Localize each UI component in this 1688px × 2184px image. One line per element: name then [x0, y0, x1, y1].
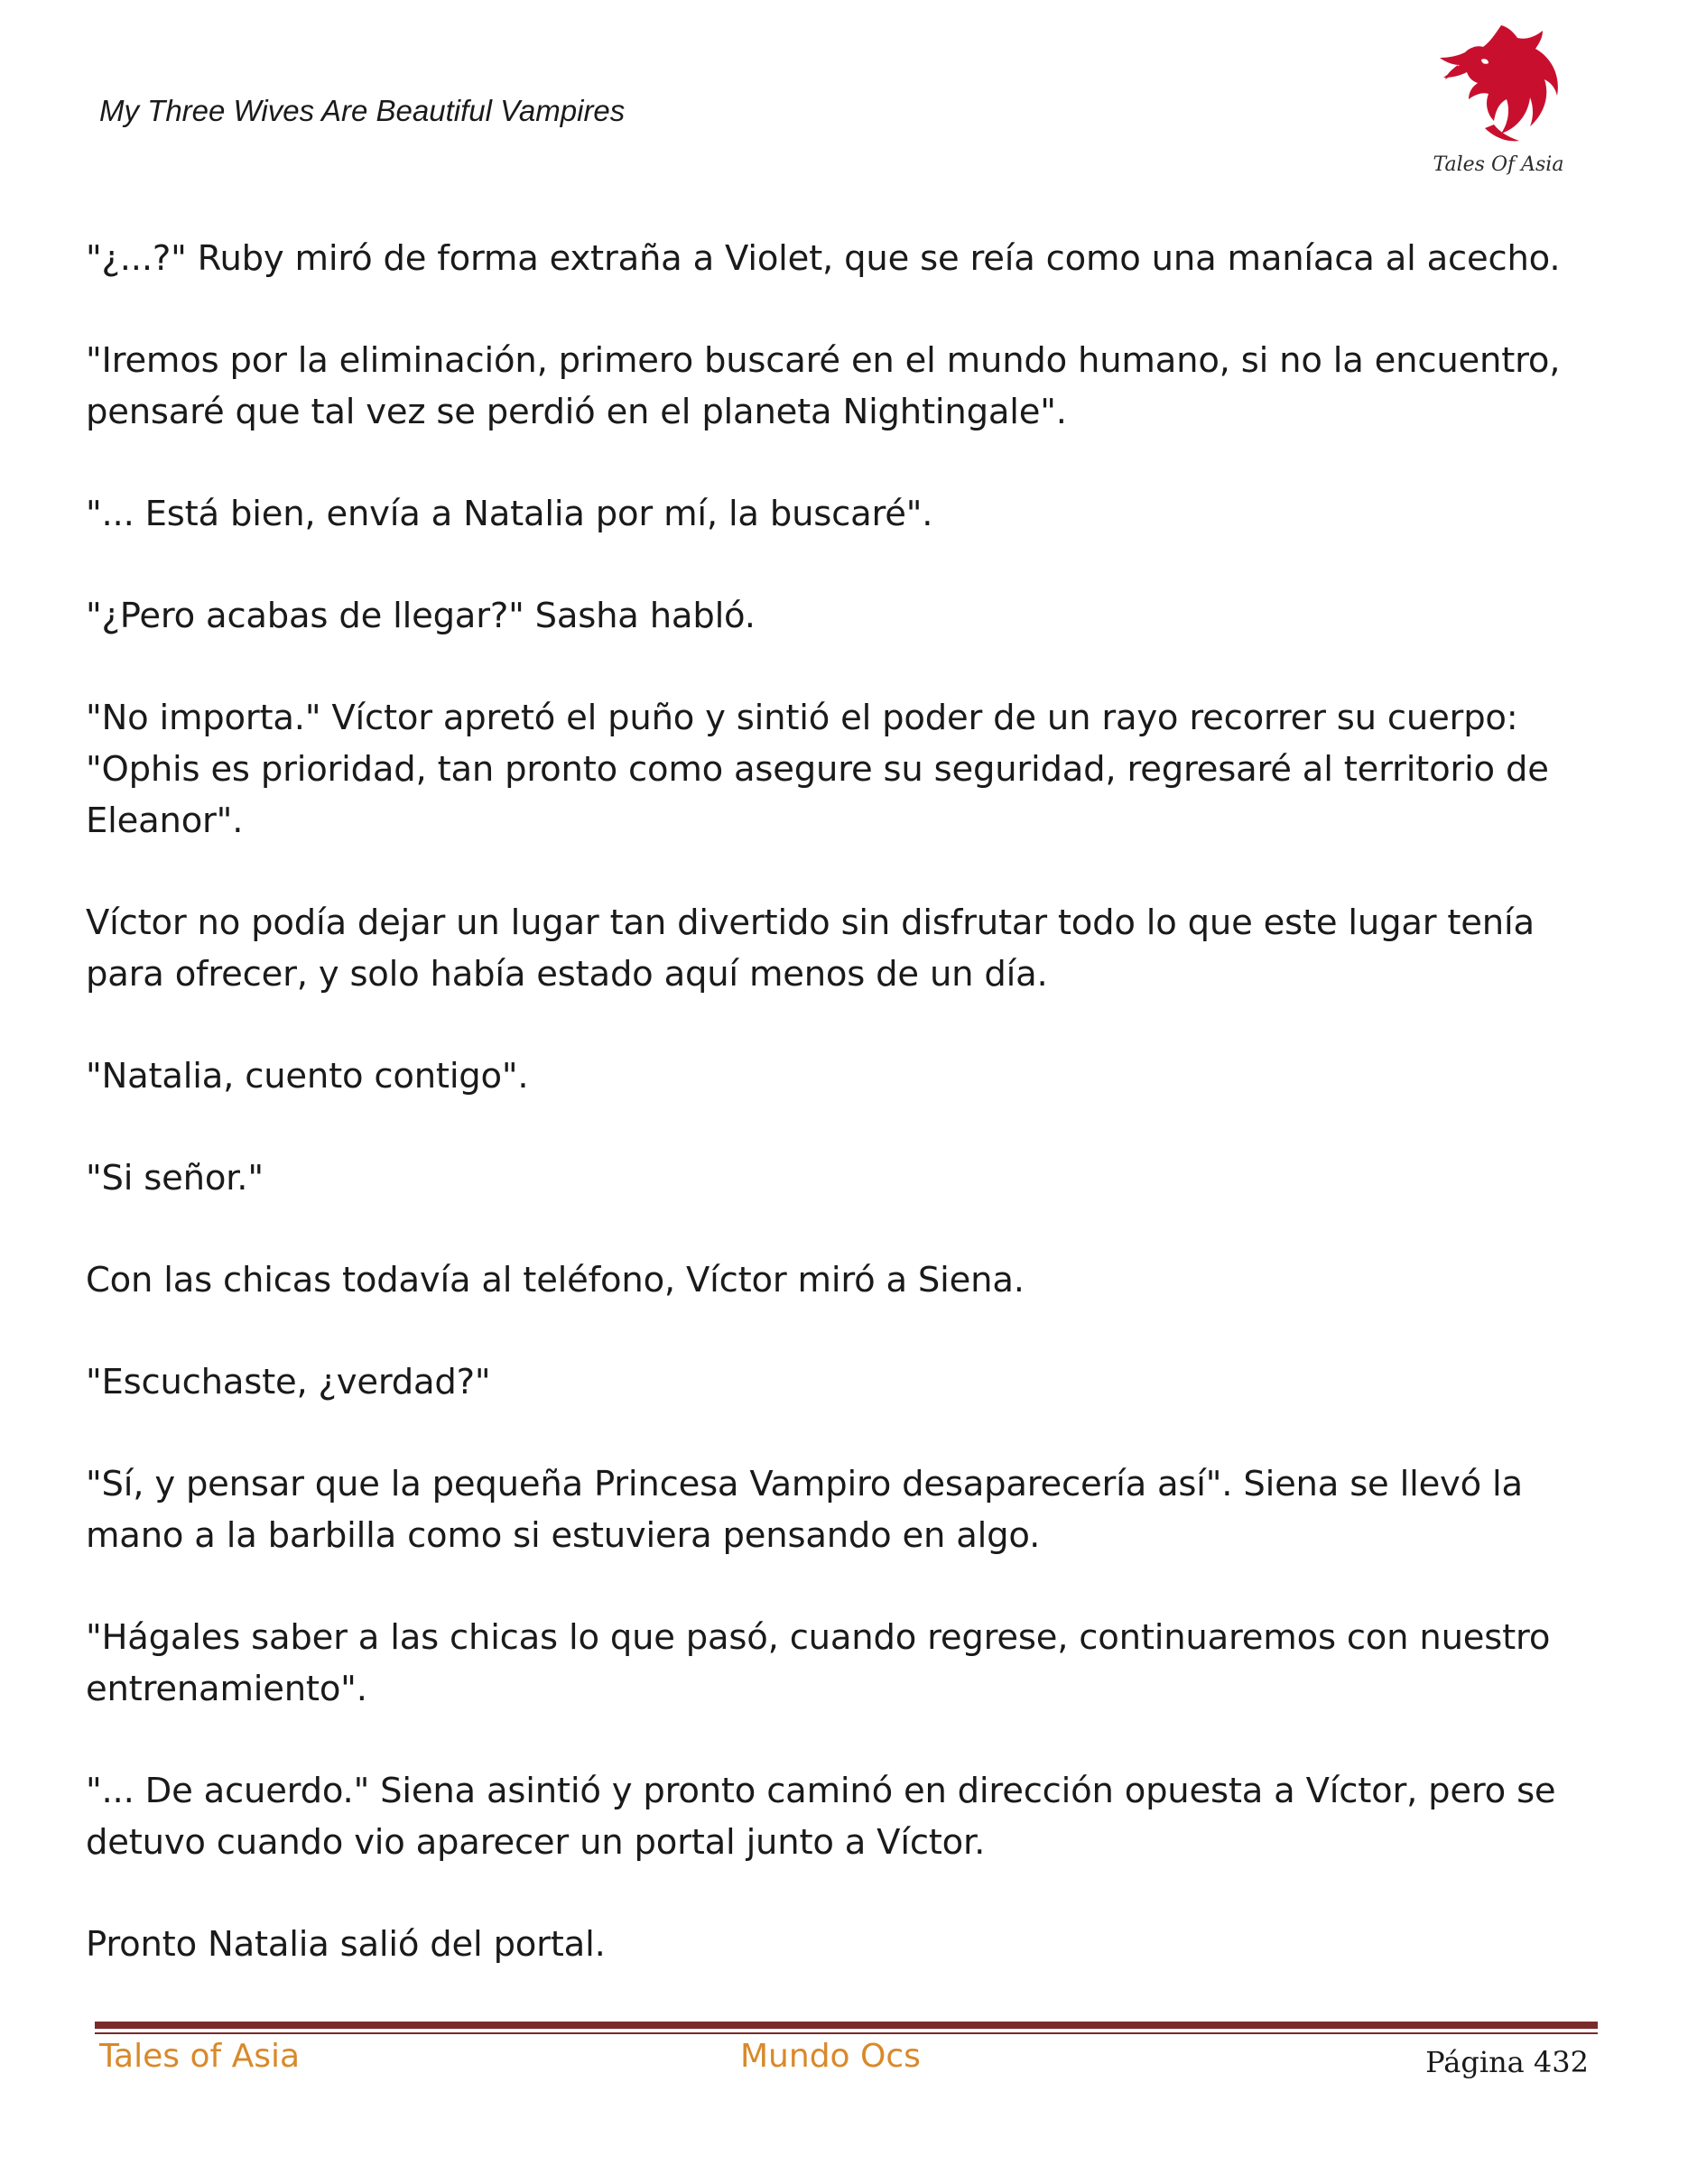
footer-divider-thin	[95, 2032, 1598, 2034]
paragraph: "No importa." Víctor apretó el puño y sintió el poder de un rayo recorrer su cuerpo: "Ophis es prioridad, tan pronto como asegure su seguridad, regresaré al territorio de Eleanor".	[86, 698, 1549, 841]
logo-text: Tales Of Asia	[1433, 153, 1564, 176]
paragraph: "Si señor."	[86, 1158, 264, 1198]
paragraph: Con las chicas todavía al teléfono, Víctor miró a Siena.	[86, 1260, 1025, 1300]
paragraph: "... De acuerdo." Siena asintió y pronto caminó en dirección opuesta a Víctor, pero se detuvo cuando vio aparecer un portal junto a Víctor.	[86, 1771, 1556, 1863]
paragraph: "¿...?" Ruby miró de forma extraña a Violet, que se reía como una maníaca al acecho.	[86, 238, 1561, 279]
paragraph: Pronto Natalia salió del portal.	[86, 1924, 606, 1965]
paragraph: "Sí, y pensar que la pequeña Princesa Vampiro desaparecería así". Siena se llevó la mano a la barbilla como si estuviera pensando en algo.	[86, 1464, 1523, 1556]
page-body	[86, 233, 1620, 2021]
paragraph: "Natalia, cuento contigo".	[86, 1056, 529, 1097]
paragraph: Víctor no podía dejar un lugar tan divertido sin disfrutar todo lo que este lugar tenía para ofrecer, y solo había estado aquí menos de un día.	[86, 902, 1535, 995]
header-title: My Three Wives Are Beautiful Vampires	[99, 94, 626, 127]
logo	[1431, 20, 1566, 182]
paragraph: "¿Pero acabas de llegar?" Sasha habló.	[86, 596, 756, 636]
paragraph: "Escuchaste, ¿verdad?"	[86, 1362, 491, 1402]
footer-section-name: Mundo Ocs	[740, 2038, 921, 2075]
footer-site-name: Tales of Asia	[99, 2038, 301, 2075]
page-number: Página 432	[1425, 2045, 1589, 2079]
footer-divider-thick	[95, 2022, 1598, 2029]
paragraph: "... Está bien, envía a Natalia por mí, la buscaré".	[86, 494, 933, 534]
paragraph: "Iremos por la eliminación, primero buscaré en el mundo humano, si no la encuentro, pensaré que tal vez se perdió en el planeta Nightingale".	[86, 340, 1561, 432]
red-dragon-logo-icon	[1431, 20, 1566, 155]
paragraph: "Hágales saber a las chicas lo que pasó, cuando regrese, continuaremos con nuestro entrenamiento".	[86, 1617, 1551, 1709]
